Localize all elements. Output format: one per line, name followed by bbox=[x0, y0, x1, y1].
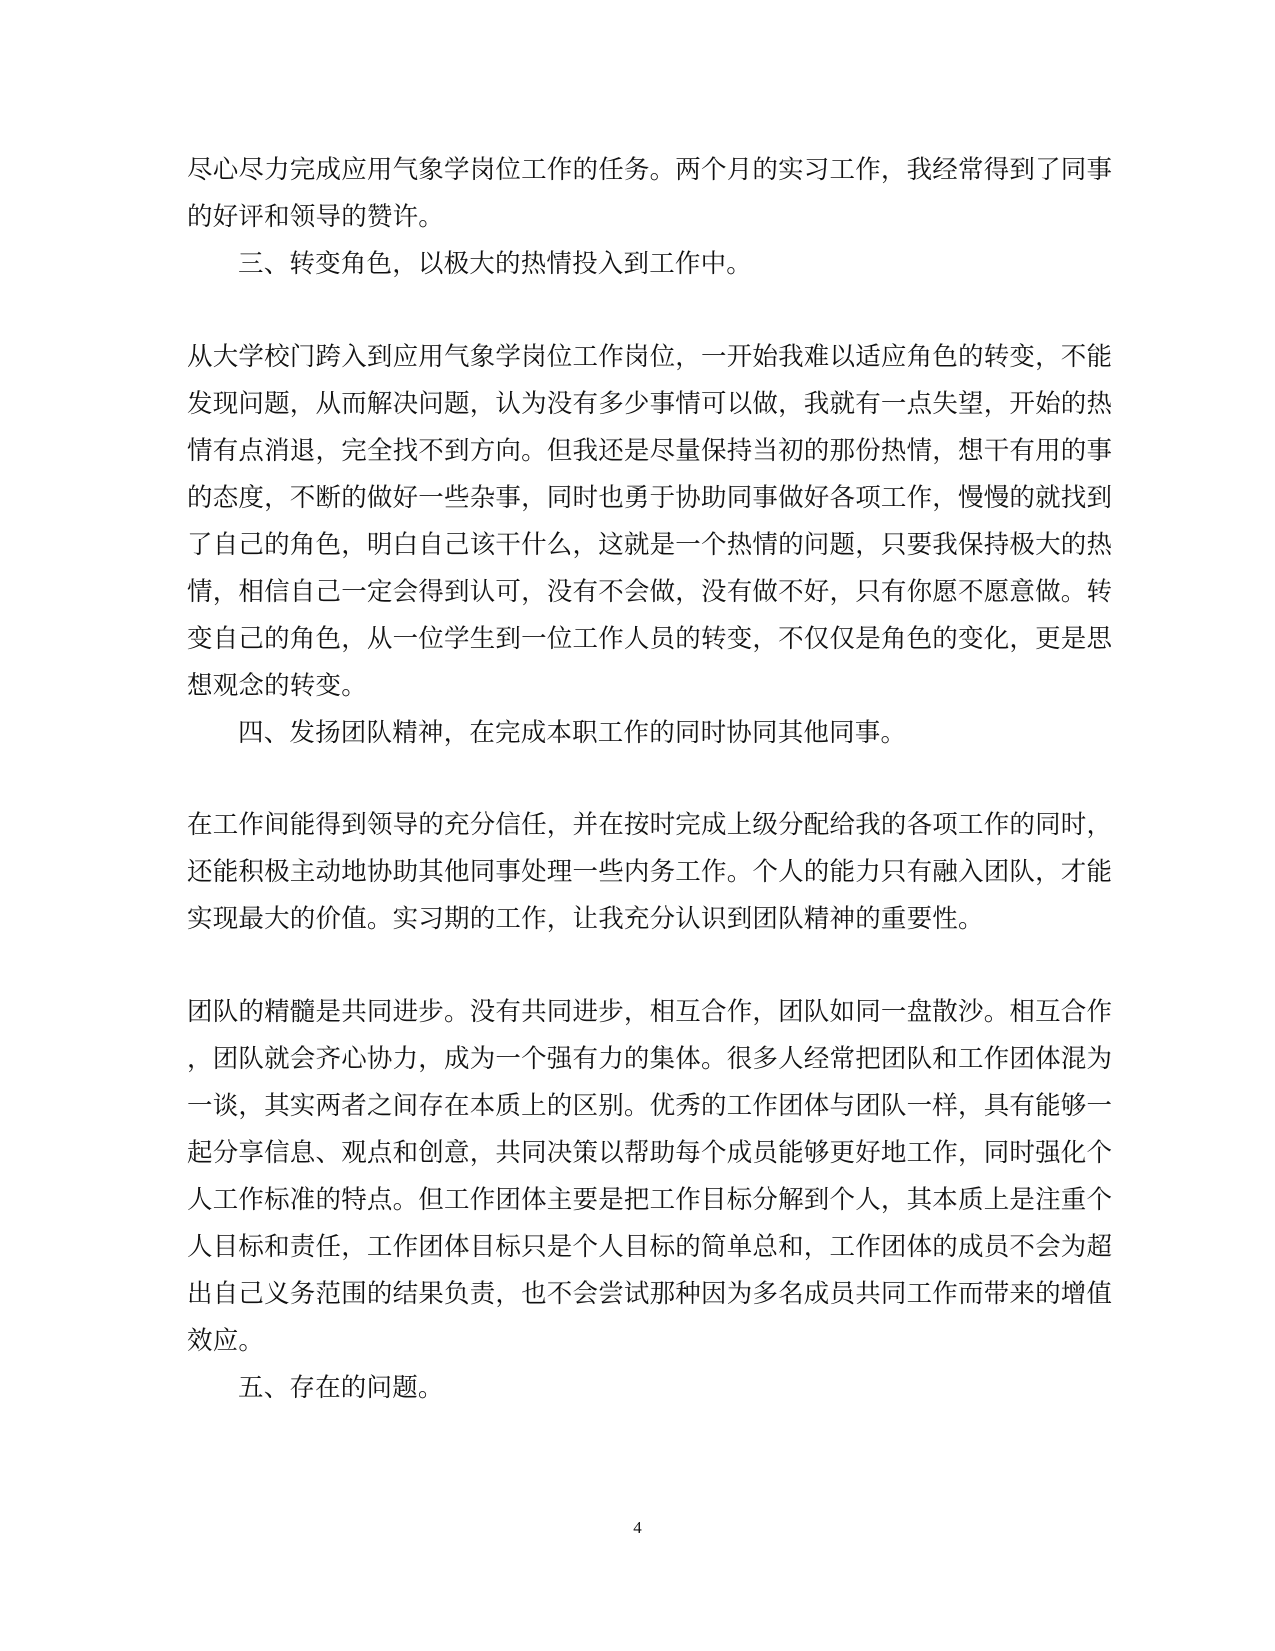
section-heading-3: 三、转变角色，以极大的热情投入到工作中。 bbox=[238, 249, 753, 279]
paragraph-line: 人目标和责任，工作团体目标只是个人目标的简单总和，工作团体的成员不会为超 bbox=[187, 1232, 1113, 1262]
section-heading-4: 四、发扬团队精神，在完成本职工作的同时协同其他同事。 bbox=[238, 718, 907, 748]
paragraph-line: 人工作标准的特点。但工作团体主要是把工作目标分解到个人，其本质上是注重个 bbox=[187, 1185, 1113, 1215]
paragraph-line: 情有点消退，完全找不到方向。但我还是尽量保持当初的那份热情，想干有用的事 bbox=[187, 436, 1113, 466]
paragraph-line: 还能积极主动地协助其他同事处理一些内务工作。个人的能力只有融入团队，才能 bbox=[187, 857, 1113, 887]
paragraph-line: 一谈，其实两者之间存在本质上的区别。优秀的工作团体与团队一样，具有能够一 bbox=[187, 1091, 1113, 1121]
paragraph-line: 团队的精髓是共同进步。没有共同进步，相互合作，团队如同一盘散沙。相互合作 bbox=[187, 997, 1113, 1027]
section-heading-5: 五、存在的问题。 bbox=[238, 1373, 444, 1403]
paragraph-line: 在工作间能得到领导的充分信任，并在按时完成上级分配给我的各项工作的同时， bbox=[187, 810, 1113, 840]
paragraph-line: 发现问题，从而解决问题，认为没有多少事情可以做，我就有一点失望，开始的热 bbox=[187, 389, 1113, 419]
paragraph-line: ，团队就会齐心协力，成为一个强有力的集体。很多人经常把团队和工作团体混为 bbox=[187, 1044, 1113, 1074]
paragraph-line: 情，相信自己一定会得到认可，没有不会做，没有做不好，只有你愿不愿意做。转 bbox=[187, 577, 1113, 607]
paragraph-line: 效应。 bbox=[187, 1326, 265, 1356]
paragraph-line: 了自己的角色，明白自己该干什么，这就是一个热情的问题，只要我保持极大的热 bbox=[187, 530, 1113, 560]
paragraph-line: 出自己义务范围的结果负责，也不会尝试那种因为多名成员共同工作而带来的增值 bbox=[187, 1279, 1113, 1309]
paragraph-line: 的态度，不断的做好一些杂事，同时也勇于协助同事做好各项工作，慢慢的就找到 bbox=[187, 483, 1113, 513]
page-number: 4 bbox=[633, 1518, 642, 1537]
paragraph-line: 从大学校门跨入到应用气象学岗位工作岗位，一开始我难以适应角色的转变，不能 bbox=[187, 342, 1113, 372]
paragraph-line: 实现最大的价值。实习期的工作，让我充分认识到团队精神的重要性。 bbox=[187, 904, 984, 934]
paragraph-line: 变自己的角色，从一位学生到一位工作人员的转变，不仅仅是角色的变化，更是思 bbox=[187, 624, 1113, 654]
paragraph-line: 的好评和领导的赞许。 bbox=[187, 202, 445, 232]
paragraph-line: 想观念的转变。 bbox=[187, 671, 367, 701]
paragraph-line: 尽心尽力完成应用气象学岗位工作的任务。两个月的实习工作，我经常得到了同事 bbox=[187, 155, 1113, 185]
paragraph-line: 起分享信息、观点和创意，共同决策以帮助每个成员能够更好地工作，同时强化个 bbox=[187, 1138, 1113, 1168]
